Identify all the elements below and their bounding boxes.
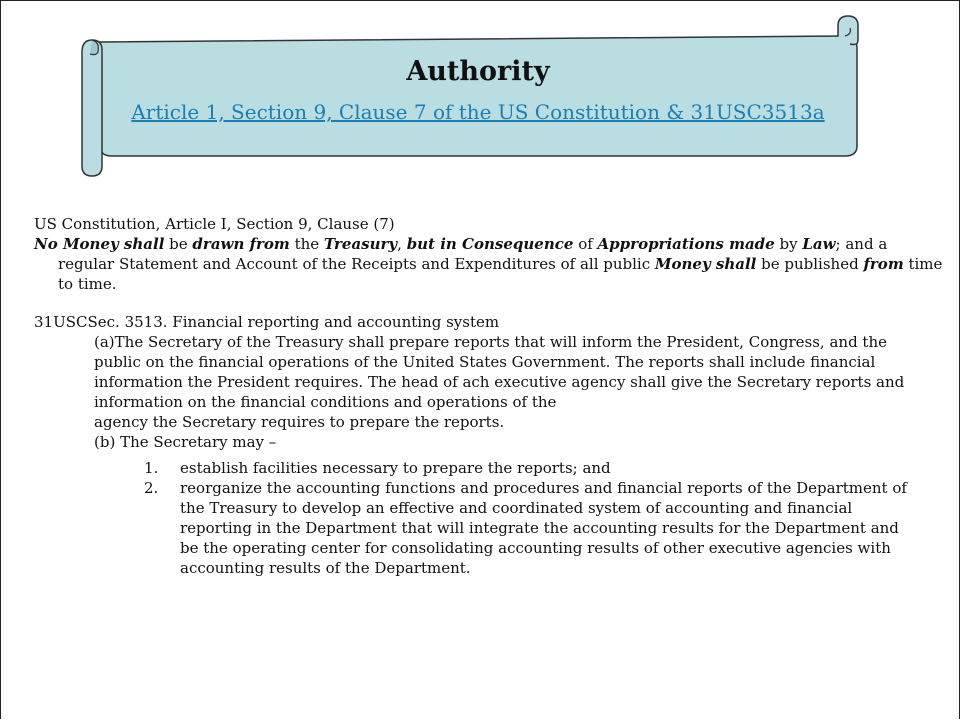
constitution-heading: US Constitution, Article I, Section 9, Clause (7)	[34, 215, 395, 233]
emphasis-text: Treasury	[323, 235, 398, 253]
list-item	[34, 458, 944, 478]
usc-a-line: information the President requires. The head of ach executive agency shall give the Secretary reports and	[94, 373, 905, 391]
emphasis-text: but in Consequence	[406, 235, 574, 253]
emphasis-text: No Money shall	[34, 235, 165, 253]
clause-text: of	[573, 235, 598, 253]
usc-subsection-a	[94, 332, 944, 452]
list-item-line: the Treasury to develop an effective and coordinated system of accounting and financial	[180, 499, 853, 517]
list-item-line: be the operating center for consolidating accounting results of other executive agencies with	[180, 539, 891, 557]
list-item-line: accounting results of the Department.	[180, 559, 471, 577]
emphasis-text: from	[863, 255, 904, 273]
emphasis-text: Money shall	[654, 255, 757, 273]
usc-a-line: information on the financial conditions and operations of the	[94, 393, 557, 411]
clause-text: the	[289, 235, 324, 253]
emphasis-text: drawn from	[192, 235, 290, 253]
authority-link[interactable]: Article 1, Section 9, Clause 7 of the US Constitution & 31USC3513a	[131, 100, 825, 124]
list-item-line: establish facilities necessary to prepare the reports; and	[180, 459, 611, 477]
usc-heading: 31USCSec. 3513. Financial reporting and accounting system	[34, 313, 500, 331]
list-item-line: reorganize the accounting functions and procedures and financial reports of the Department of	[180, 479, 907, 497]
clause-text: be	[164, 235, 193, 253]
clause-text: ,	[397, 235, 407, 253]
list-item-number: 2.	[144, 479, 159, 497]
list-item-line: reporting in the Department that will integrate the accounting results for the Department and	[180, 519, 899, 537]
usc-a-line: public on the financial operations of the United States Government. The reports shall include financial	[94, 353, 876, 371]
clause-text: by	[774, 235, 803, 253]
usc-a-line: agency the Secretary requires to prepare the reports.	[94, 413, 505, 431]
constitution-clause-text	[34, 234, 944, 294]
clause-text: ; and a regular Statement and Account of the Receipts and Expenditures of all public	[58, 235, 888, 273]
clause-text: be published	[756, 255, 864, 273]
list-item-number: 1.	[144, 459, 159, 477]
emphasis-text: Appropriations made	[597, 235, 775, 253]
usc-b-list	[34, 458, 944, 578]
list-item	[34, 478, 944, 578]
usc-b-intro: (b) The Secretary may –	[94, 433, 277, 451]
clause-text: time to time.	[58, 255, 943, 293]
document-body	[34, 214, 944, 578]
banner-title: Authority	[406, 56, 550, 87]
usc-a-line: (a)The Secretary of the Treasury shall prepare reports that will inform the President, Congress, and the	[94, 333, 888, 351]
emphasis-text: Law	[802, 235, 836, 253]
